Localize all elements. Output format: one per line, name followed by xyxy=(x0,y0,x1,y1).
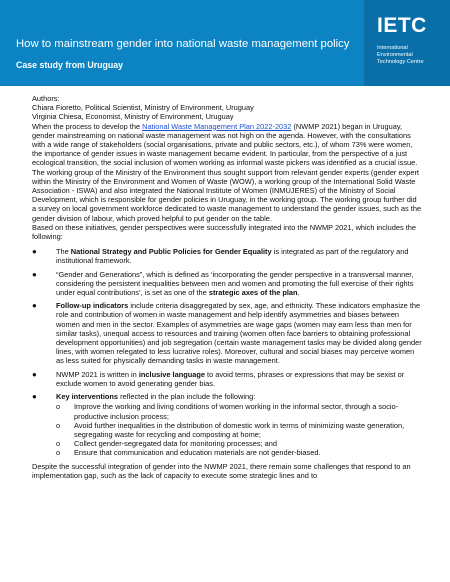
bold-phrase: Key interventions xyxy=(56,392,119,402)
bullet-icon: ● xyxy=(32,392,37,402)
intro-paragraph xyxy=(32,122,422,223)
bold-phrase: strategic axes of the plan xyxy=(208,288,298,298)
circle-bullet-icon: o xyxy=(56,420,61,430)
sub-list-item: o Ensure that communication and education materials are not gender-biased. xyxy=(56,448,321,458)
intro-text-rest: (NWMP 2021) began in Uruguay, gender mainstreaming on national waste management was not high on the agenda. However, with the consultations with a wide range of stakeholders (social organisations, private and public sectors, etc.), of whom 73% were women, the importance of gender issues in waste management became evident. In particular, from the perspective of a just ecological transition, the social inclusion of women working as informal waste pickers was identified as a crucial issue. The working group of the Ministry of the Environment thus sought support from relevant gender experts (gender expert within the Ministry of the Environment and Women of Waste (WOW), a working group of the International Solid Waste Association - ISWA) and also integrated the National Institute of Women (INMUJERES) of the Ministry of Social Development, which is responsible for gender policies in Uruguay, in the working group. The working group further did a survey on local government workforce dedicated to waste management to understand the gender issues, such as the gender division of labour, which proved helpful to put gender on the table. xyxy=(32,121,422,223)
list-item: ● “Gender and Generations”, which is defined as ‘incorporating the gender perspective in a transversal manner, considering the persistent inequalities between men and women and promoting the full exercise of their rights under equal contributions’, is set as one of the strategic axes of the plan. xyxy=(32,269,414,298)
intro-text-start: When the process to develop the xyxy=(32,121,143,131)
authors-label: Authors: xyxy=(32,94,60,103)
ietc-logo xyxy=(364,0,450,86)
circle-bullet-icon: o xyxy=(56,439,61,449)
sub-list-item: o Improve the working and living conditions of women working in the informal sector, through a socio-productive inclusion process; xyxy=(56,402,399,421)
measures-list xyxy=(32,247,422,457)
author-1: Chiara Fioretto, Political Scientist, Ministry of Environment, Uruguay xyxy=(32,103,254,113)
circle-bullet-icon: o xyxy=(56,402,61,412)
header-banner xyxy=(0,0,450,86)
nwmp-link[interactable]: National Waste Management Plan 2022-2032 xyxy=(142,121,292,131)
sub-list-item: o Avoid further inequalities in the distribution of domestic work in terms of minimizing waste generation, segregating waste for recycling and composting at home; xyxy=(56,420,405,439)
bullet-icon: ● xyxy=(32,247,37,257)
list-item: ● NWMP 2021 is written in inclusive language to avoid terms, phrases or expressions that may be sexist or exclude women to avoid generating gender bias. xyxy=(32,369,405,388)
bold-phrase: National Strategy and Public Policies for Gender Equality xyxy=(70,247,272,257)
based-paragraph: Based on these initiatives, gender perspectives were successfully integrated into the NWMP 2021, which includes the following: xyxy=(32,222,416,242)
page-subtitle: Case study from Uruguay xyxy=(16,60,124,70)
logo-line-1: International xyxy=(377,45,408,51)
list-item: ● The National Strategy and Public Policies for Gender Equality is integrated as part of the regulatory and institutional framework. xyxy=(32,247,409,266)
bullet-icon: ● xyxy=(32,301,37,311)
logo-line-2: Environmental xyxy=(377,52,413,58)
author-2: Virginia Chiesa, Economist, Ministry of Environment, Uruguay xyxy=(32,112,234,122)
page-title: How to mainstream gender into national waste management policy xyxy=(16,38,350,50)
closing-paragraph: Despite the successful integration of gender into the NWMP 2021, there remain some challenges that respond to an implementation gap, such as the lack of capacity to execute some strategic lines and to xyxy=(32,461,411,480)
logo-wordmark: IETC xyxy=(377,14,427,37)
list-item: ● Follow-up indicators include criteria disaggregated by sex, age, and ethnicity. These indicators emphasize the role and contribution of women in waste management and help identify asymmetries and biases between women and men in the sector. Examples of asymmetries are wage gaps (women may earn less than men for similar tasks), unequal access to resources and training (women often face barriers to obtaining professional development opportunities) and job segregation (certain waste management tasks may be divided along gender lines, with women relegated to less lucrative roles). Moreover, cultural and social biases may perceive women as less suited for physically demanding tasks in waste management. xyxy=(32,301,422,366)
list-item: ● Key interventions reflected in the plan include the following: o Improve the working and living conditions of women working in the informal sector, through a socio-productive inclusion process; o Avoid further inequalities in the distribution of domestic work in terms of minimizing waste generation, segregating waste for recycling and composting at home; o Collect gender-segregated data for monitoring processes; and o Ensure that communication and education materials are not gender-biased. xyxy=(32,392,422,457)
bold-phrase: Follow-up indicators xyxy=(56,301,129,311)
sub-list-item: o Collect gender-segregated data for monitoring processes; and xyxy=(56,439,277,449)
circle-bullet-icon: o xyxy=(56,448,61,458)
interventions-sublist xyxy=(56,402,422,457)
logo-line-3: Technology Centre xyxy=(377,59,424,65)
document-body xyxy=(32,94,422,480)
bullet-icon: ● xyxy=(32,269,37,279)
bold-phrase: inclusive language xyxy=(138,369,205,379)
bullet-icon: ● xyxy=(32,369,37,379)
